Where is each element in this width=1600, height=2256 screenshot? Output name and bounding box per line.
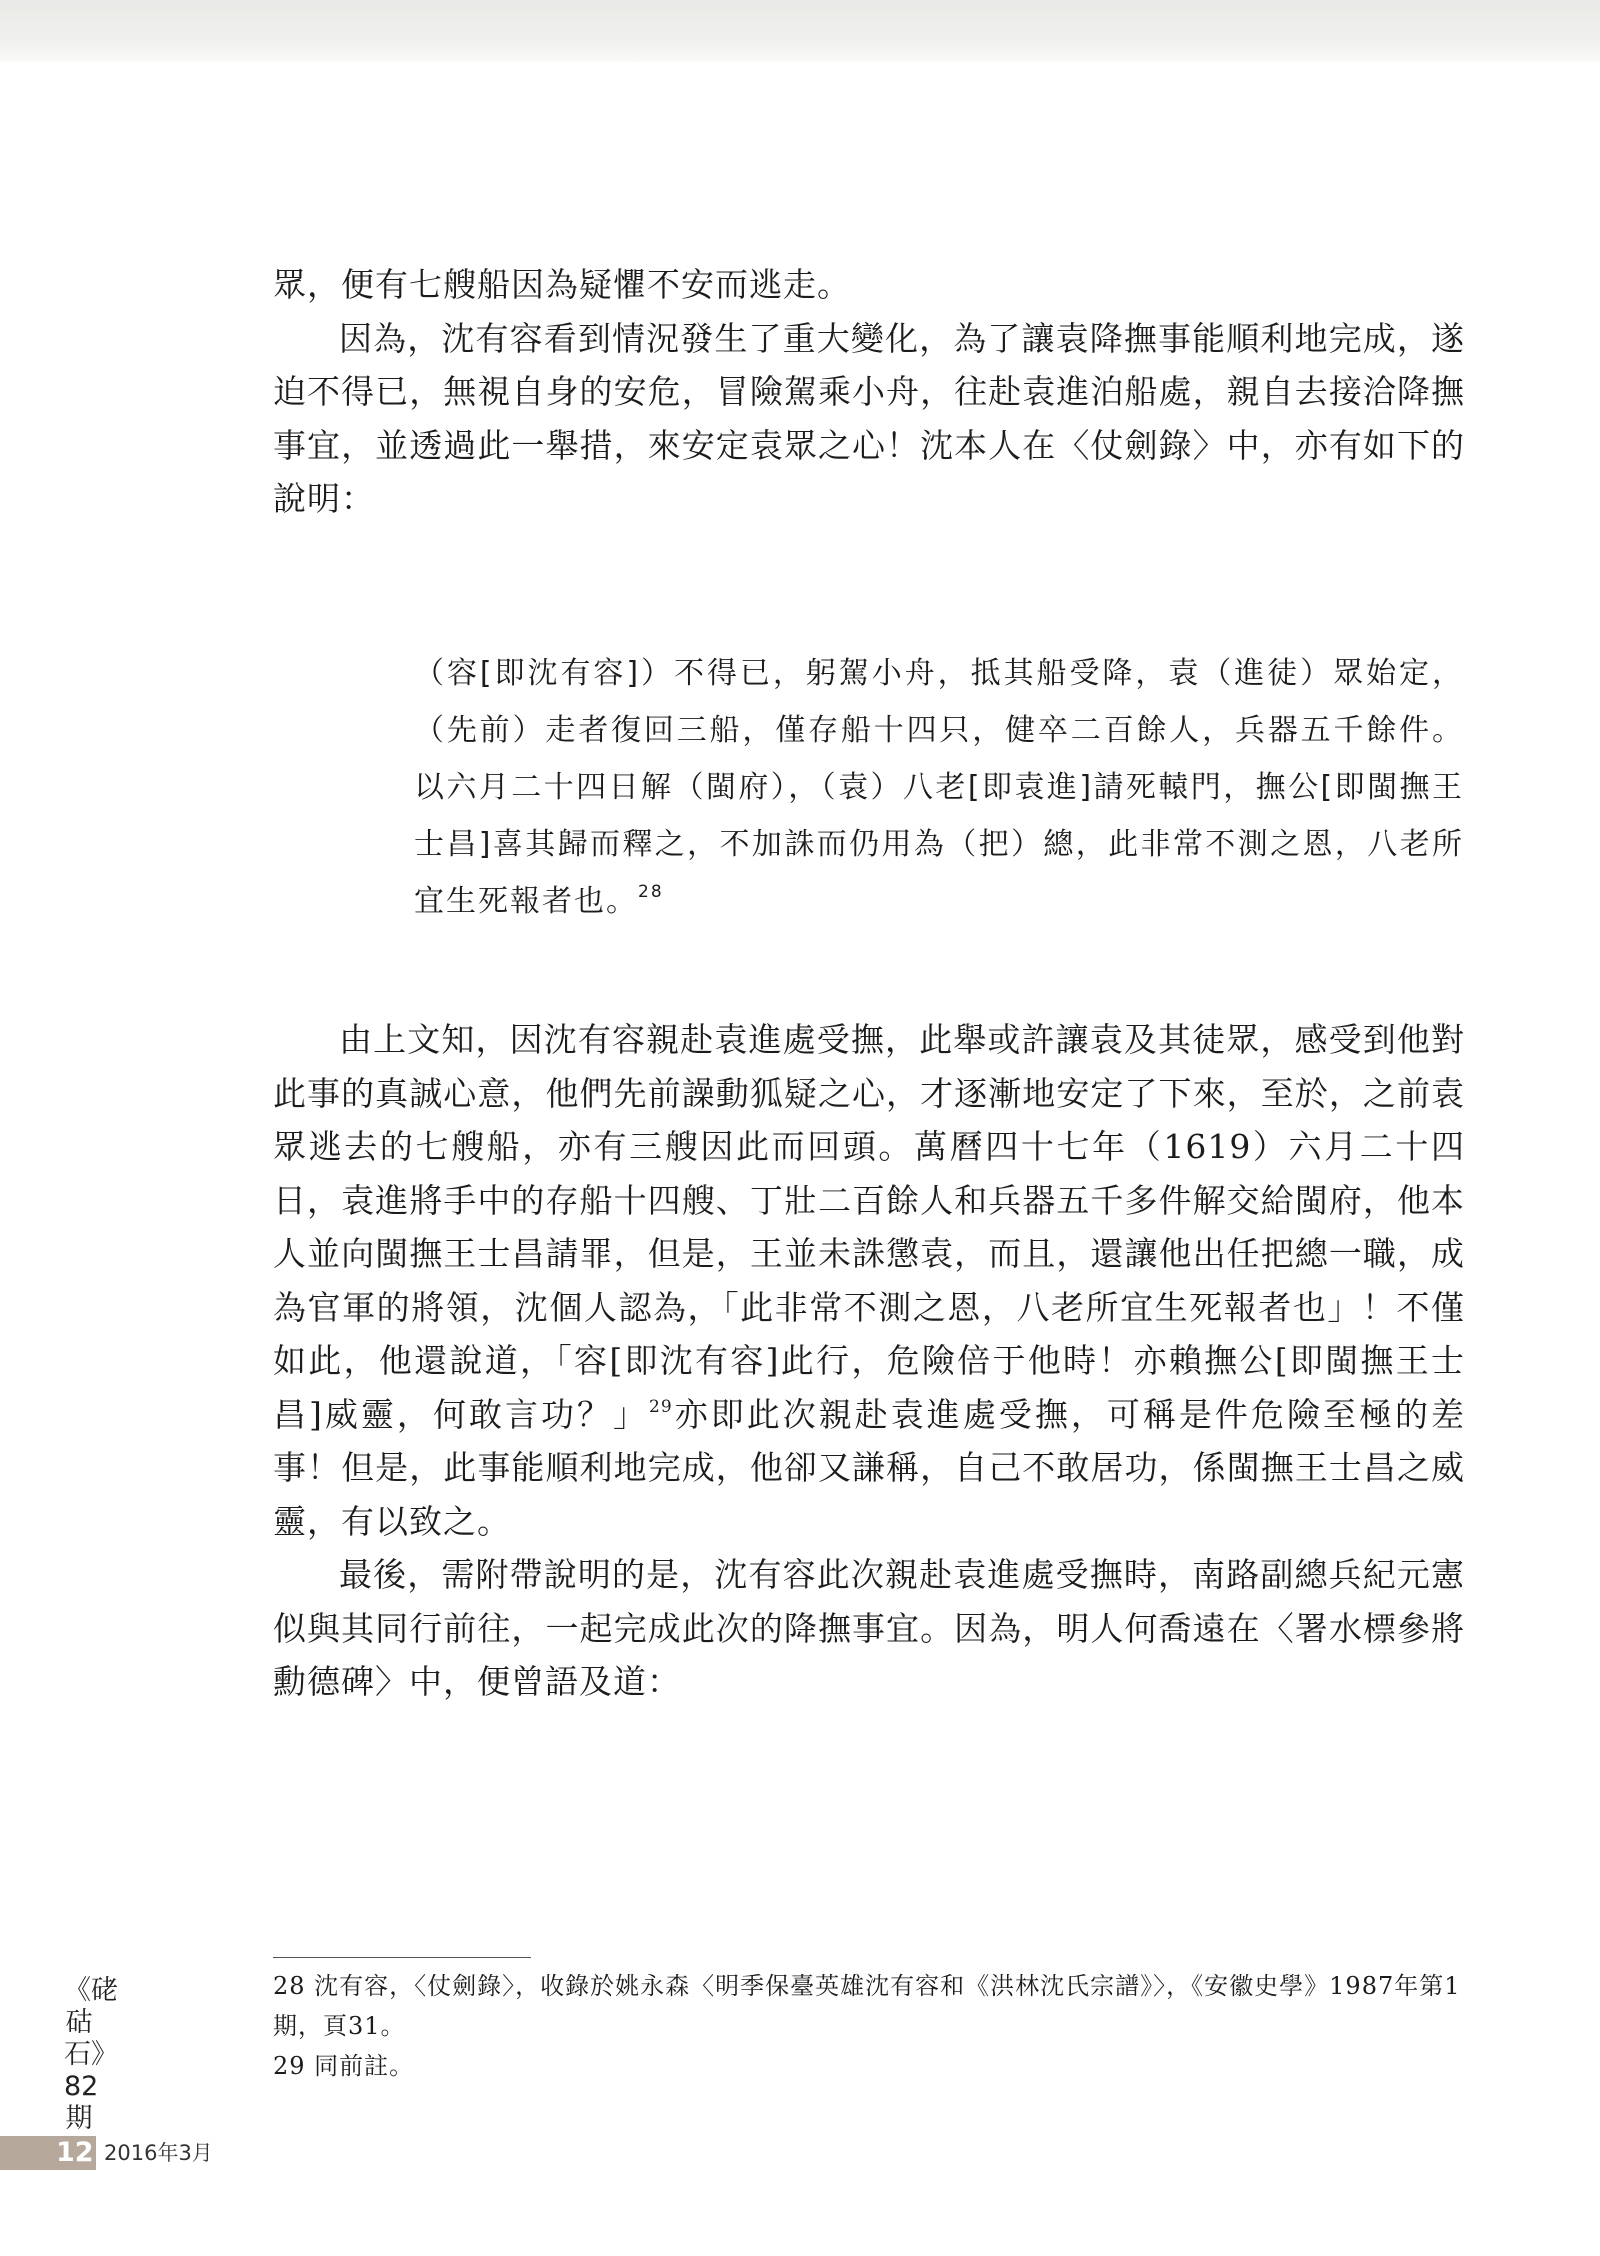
footnote-28: 28 沈有容，〈仗劍錄〉，收錄於姚永森〈明季保臺英雄沈有容和《洪林沈氏宗譜》〉，《安徽史學》1987年第1期，頁31。 (273, 1972, 1461, 2040)
paragraph-2: 因為，沈有容看到情況發生了重大變化，為了讓袁降撫事能順利地完成，遂迫不得已，無視自身的安危，冒險駕乘小舟，往赴袁進泊船處，親自去接洽降撫事宜，並透過此一舉措，來安定袁眾之心！沈本人在〈仗劍錄〉中，亦有如下的說明： (273, 318, 1465, 518)
page-number: 12 (56, 2137, 94, 2168)
block-quote (414, 645, 1464, 930)
footnote-29: 29 同前註。 (273, 2052, 415, 2080)
body-text-bottom (273, 1013, 1465, 1709)
journal-issue-suffix: 期 (65, 2103, 93, 2134)
issue-date: 2016年3月 (104, 2141, 213, 2165)
paragraph-3-part-a: 由上文知，因沈有容親赴袁進處受撫，此舉或許讓袁及其徒眾，感受到他對此事的真誠心意，他們先前譟動狐疑之心，才逐漸地安定了下來，至於，之前袁眾逃去的七艘船，亦有三艘因此而回頭。萬曆四十七年（1619）六月二十四日，袁進將手中的存船十四艘、丁壯二百餘人和兵器五千多件解交給閩府，他本人並向閩撫王士昌請罪，但是，王並未誅懲袁，而且，還讓他出任把總一職，成為官軍的將領，沈個人認為，「此非常不測之恩，八老所宜生死報者也」！不僅如此，他還說道，「容[即沈有容]此行，危險倍于他時！亦賴撫公[即閩撫王士昌]威靈，何敢言功？」 (273, 1020, 1465, 1434)
footnote-rule (273, 1957, 531, 1958)
body-text-top (273, 258, 1465, 526)
page-footer (0, 2136, 260, 2170)
paragraph-1: 眾，便有七艘船因為疑懼不安而逃走。 (273, 265, 851, 304)
paragraph-3-part-b: 亦即此次親赴袁進處受撫，可稱是件危險至極的差事！但是，此事能順利地完成，他卻又謙稱，自己不敢居功，係閩撫王士昌之威靈，有以致之。 (273, 1394, 1466, 1541)
journal-title: 《硓𥑮石》 (64, 1975, 118, 2070)
paragraph-4: 最後，需附帶說明的是，沈有容此次親赴袁進處受撫時，南路副總兵紀元憲似與其同行前往，一起完成此次的降撫事宜。因為，明人何喬遠在〈署水標參將勳德碑〉中，便曾語及道： (273, 1555, 1465, 1701)
paragraph-3 (273, 1013, 1465, 1548)
journal-issue: 82 (64, 2071, 99, 2102)
journal-side-label (64, 1975, 118, 2135)
footnotes (273, 1957, 1463, 2086)
quote-text: （容[即沈有容]）不得已，躬駕小舟，抵其船受降，袁（進徒）眾始定，（先前）走者復回三船，僅存船十四只，健卒二百餘人，兵器五千餘件。以六月二十四日解（閩府），（袁）八老[即袁進]請死轅門，撫公[即閩撫王士昌]喜其歸而釋之，不加誅而仍用為（把）總，此非常不測之恩，八老所宜生死報者也。 (414, 656, 1464, 919)
footnote-ref-29: 29 (649, 1396, 673, 1417)
footnote-ref-28: 28 (638, 882, 664, 902)
